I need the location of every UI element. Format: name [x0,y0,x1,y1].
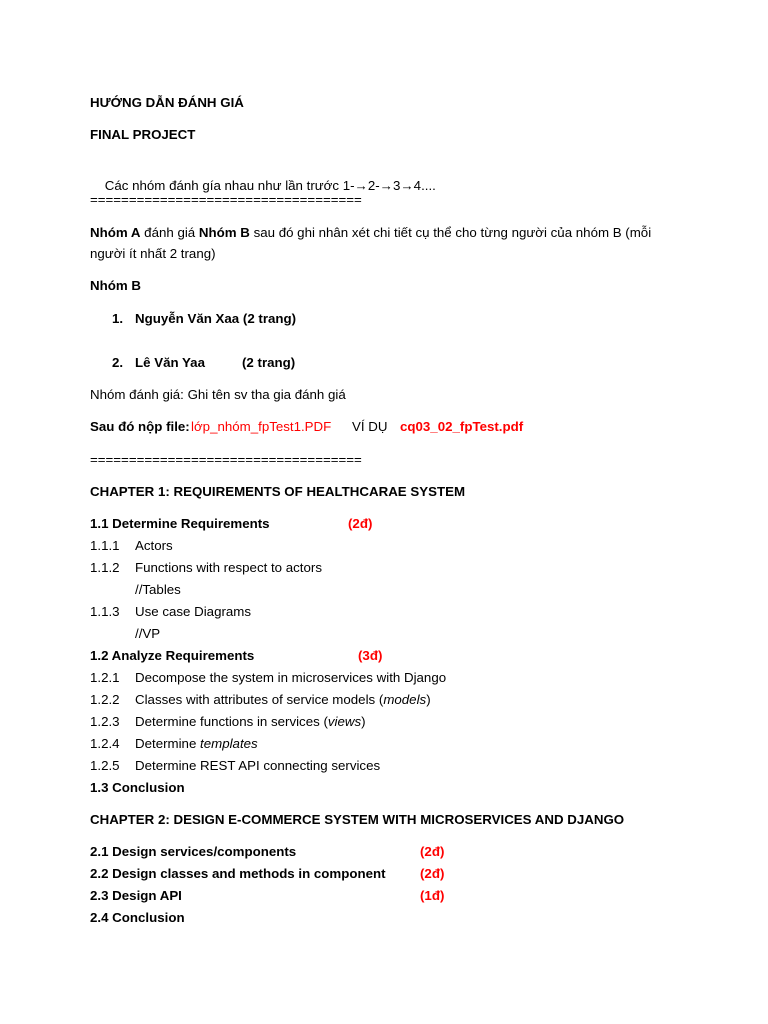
item-1-2-3-pre: Determine functions in services ( [135,714,328,729]
section-2-3-points: (1đ) [420,888,445,903]
member-2-pages: (2 trang) [242,355,296,370]
chapter-1-title: CHAPTER 1: REQUIREMENTS OF HEALTHCARAE SYSTEM [90,484,466,499]
arrow-icon: → [400,178,414,193]
arrow-icon: → [379,178,393,193]
item-1-2-2-pre: Classes with attributes of service models ( [135,692,384,707]
member-1-number: 1. [112,311,124,326]
assignment-line-2: người ít nhất 2 trang) [90,246,216,261]
member-2-name: Lê Văn Yaa [135,355,205,370]
item-1-1-3-number: 1.1.3 [90,604,120,619]
section-2-2-title: 2.2 Design classes and methods in component [90,866,386,881]
item-1-1-1-number: 1.1.1 [90,538,120,553]
member-2-number: 2. [112,355,124,370]
section-1-3-title: 1.3 Conclusion [90,780,185,795]
item-1-1-2-note: //Tables [135,582,181,597]
item-1-2-4-number: 1.2.4 [90,736,120,751]
item-1-2-3-em: views [327,714,362,729]
section-2-3-title: 2.3 Design API [90,888,182,903]
intro-seq-1: 2- [367,178,380,193]
submit-label: Sau đó nộp file: [90,419,194,434]
item-1-2-2-number: 1.2.2 [90,692,120,707]
example-filename: cq03_02_fpTest.pdf [400,419,524,434]
item-1-2-5-text: Determine REST API connecting services [135,758,381,773]
evaluator-note: Nhóm đánh giá: Ghi tên sv tha gia đánh giá [90,387,346,402]
assignment-text-2: sau đó ghi nhân xét chi tiết cụ thể cho từng người của nhóm B (mỗi [249,225,652,240]
intro-seq-2: 3 [392,178,401,193]
doc-heading: HƯỚNG DẪN ĐÁNH GIÁ [90,95,244,110]
section-1-2-points: (3đ) [358,648,383,663]
assignment-line-1 [90,224,651,242]
section-1-2-title: 1.2 Analyze Requirements [90,648,255,663]
group-b-label: Nhóm B [198,225,250,240]
item-1-2-3-post: ) [361,714,366,729]
item-1-1-2-text: Functions with respect to actors [135,560,322,575]
item-1-2-2-text [135,691,431,709]
intro-text: Các nhóm đánh gía nhau như lần trước 1- [104,178,355,193]
section-2-4-title: 2.4 Conclusion [90,910,185,925]
item-1-1-3-text: Use case Diagrams [135,604,252,619]
intro-seq-3: 4.... [413,178,436,193]
section-2-1-points: (2đ) [420,844,445,859]
arrow-icon: → [354,178,368,193]
section-1-1-title: 1.1 Determine Requirements [90,516,270,531]
item-1-2-3-number: 1.2.3 [90,714,120,729]
group-label: Nhóm B [90,278,141,293]
item-1-2-4-text [135,735,258,753]
item-1-2-1-number: 1.2.1 [90,670,120,685]
divider-2: =================================== [90,452,362,467]
member-1-name: Nguyễn Văn Xaa (2 trang) [135,311,297,326]
item-1-2-1-text: Decompose the system in microservices with Django [135,670,447,685]
doc-subheading: FINAL PROJECT [90,127,196,142]
item-1-1-3-note: //VP [135,626,161,641]
divider-1: =================================== [90,192,362,207]
item-1-2-4-em: templates [200,736,258,751]
section-2-1-title: 2.1 Design services/components [90,844,297,859]
section-2-2-points: (2đ) [420,866,445,881]
item-1-1-1-text: Actors [135,538,173,553]
item-1-2-2-em: models [383,692,427,707]
item-1-2-2-post: ) [426,692,431,707]
example-label: VÍ DỤ [352,419,388,434]
assignment-text-1: đánh giá [140,225,199,240]
group-a-label: Nhóm A [90,225,141,240]
item-1-1-2-number: 1.1.2 [90,560,120,575]
chapter-2-title: CHAPTER 2: DESIGN E-COMMERCE SYSTEM WITH MICROSERVICES AND DJANGO [90,812,625,827]
item-1-2-5-number: 1.2.5 [90,758,120,773]
section-1-1-points: (2đ) [348,516,373,531]
item-1-2-3-text [135,713,366,731]
item-1-2-4-pre: Determine [135,736,201,751]
submit-file-pattern: lớp_nhóm_fpTest1.PDF [191,419,332,434]
